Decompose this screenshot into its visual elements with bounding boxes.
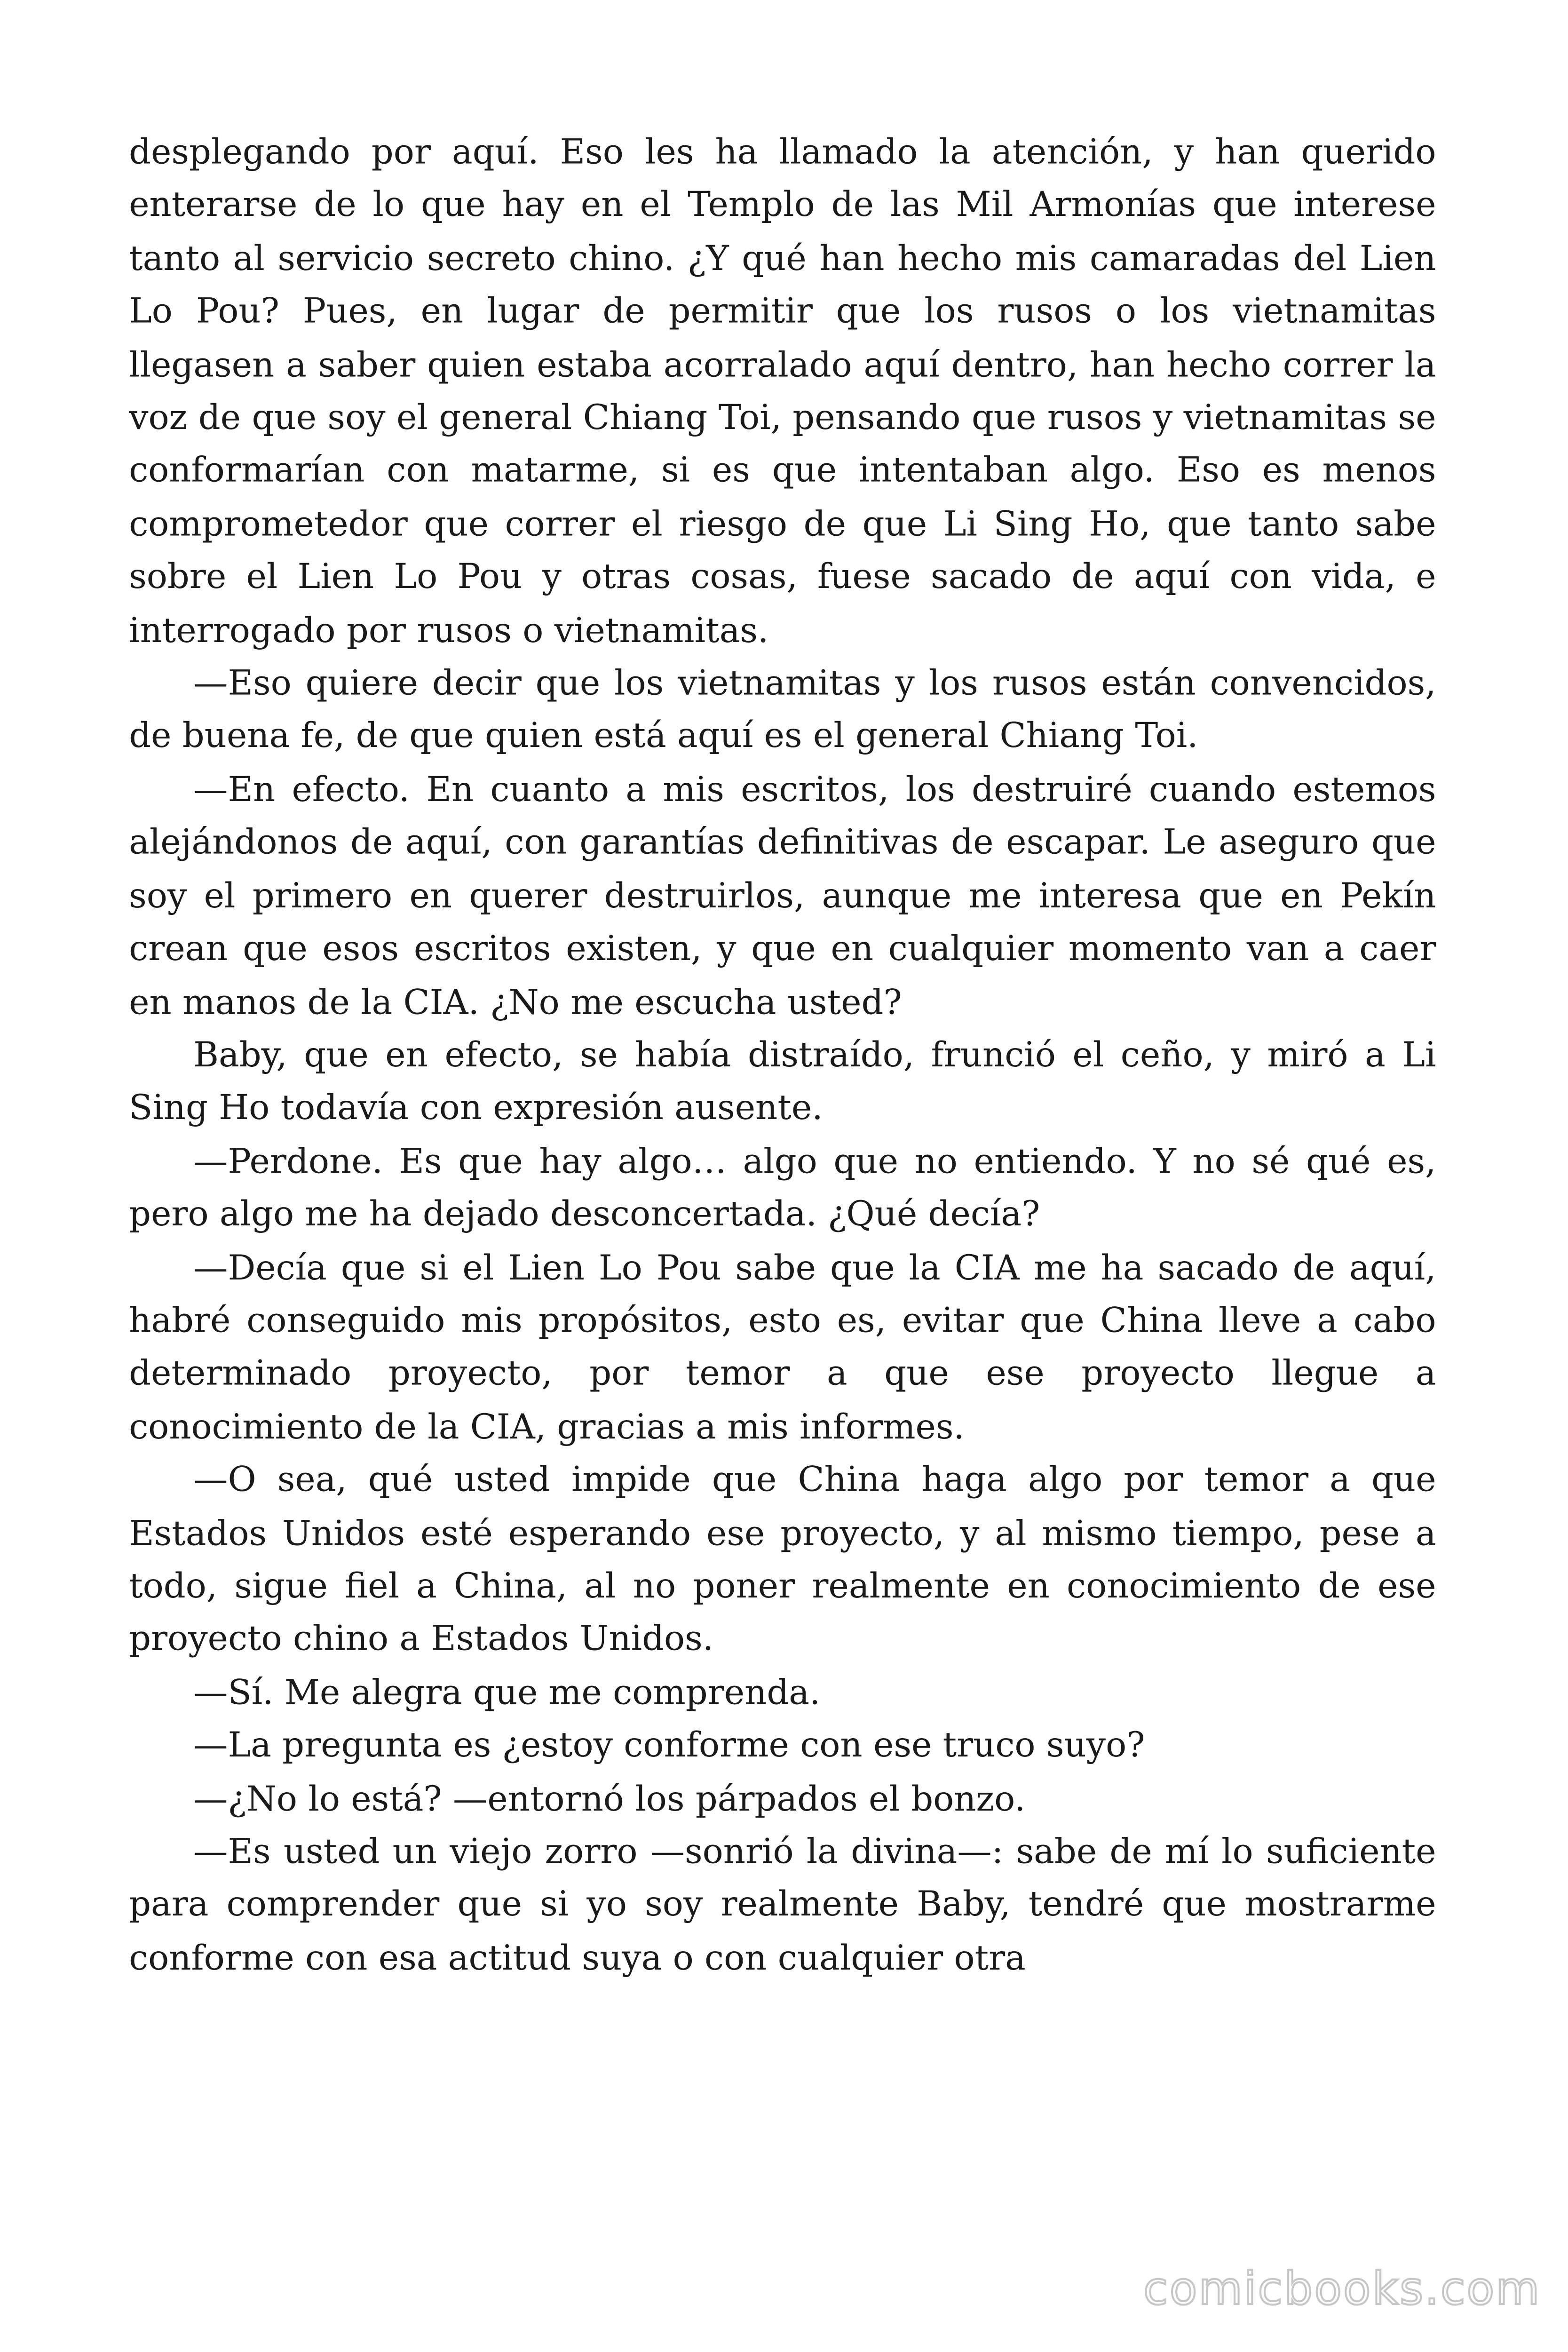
paragraph: —¿No lo está? —entornó los párpados el bonzo. <box>193 1780 1026 1819</box>
paragraph: —Perdone. Es que hay algo… algo que no entiendo. Y no sé qué es, pero algo me ha dejado desconcertada. ¿Qué decía? <box>129 1142 1436 1235</box>
paragraph: —La pregunta es ¿estoy conforme con ese truco suyo? <box>193 1726 1145 1766</box>
body-text <box>129 127 1436 1986</box>
watermark: comicbooks.com <box>1143 2263 1541 2316</box>
paragraph: —En efecto. En cuanto a mis escritos, los destruiré cuando estemos alejándonos de aquí, con garantías definitivas de escapar. Le aseguro que soy el primero en querer destruirlos, aunque me interesa que en Pekín crean que esos escritos existen, y que en cualquier momento van a caer en manos de la CIA. ¿No me escucha usted? <box>129 771 1436 1023</box>
paragraph: —Sí. Me alegra que me comprenda. <box>193 1674 821 1713</box>
paragraph: —Es usted un viejo zorro —sonrió la divina—: sabe de mí lo suficiente para comprender que si yo soy realmente Baby, tendré que mostrarme conforme con esa actitud suya o con cualquier otra <box>129 1833 1436 1979</box>
paragraph: Baby, que en efecto, se había distraído, frunció el ceño, y miró a Li Sing Ho todavía con expresión ausente. <box>129 1036 1436 1128</box>
paragraph: —Eso quiere decir que los vietnamitas y los rusos están convencidos, de buena fe, de que quien está aquí es el general Chiang Toi. <box>129 664 1436 757</box>
paragraph: desplegando por aquí. Eso les ha llamado la atención, y han querido enterarse de lo que hay en el Templo de las Mil Armonías que interese tanto al servicio secreto chino. ¿Y qué han hecho mis camaradas del Lien Lo Pou? Pues, en lugar de permitir que los rusos o los vietnamitas llegasen a saber quien estaba acorralado aquí dentro, han hecho correr la voz de que soy el general Chiang Toi, pensando que rusos y vietnamitas se conformarían con matarme, si es que intentaban algo. Eso es menos comprometedor que correr el riesgo de que Li Sing Ho, que tanto sabe sobre el Lien Lo Pou y otras cosas, fuese sacado de aquí con vida, e interrogado por rusos o vietnamitas. <box>129 133 1436 651</box>
paragraph: —O sea, qué usted impide que China haga algo por temor a que Estados Unidos esté esperando ese proyecto, y al mismo tiempo, pese a todo, sigue fiel a China, al no poner realmente en conocimiento de ese proyecto chino a Estados Unidos. <box>129 1461 1436 1660</box>
paragraph: —Decía que si el Lien Lo Pou sabe que la CIA me ha sacado de aquí, habré conseguido mis propósitos, esto es, evitar que China lleve a cabo determinado proyecto, por temor a que ese proyecto llegue a conocimiento de la CIA, gracias a mis informes. <box>129 1248 1436 1447</box>
